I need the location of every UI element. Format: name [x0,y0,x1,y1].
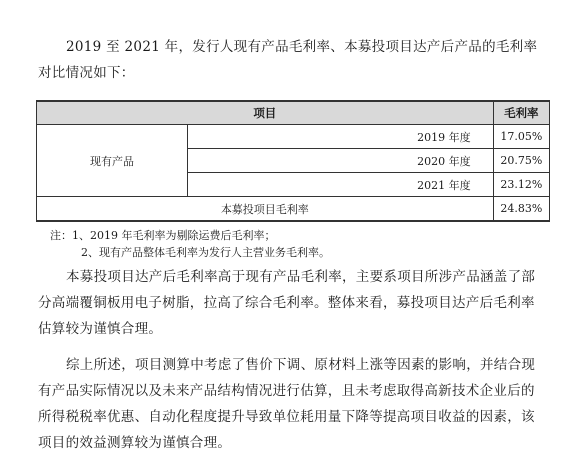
table-row [37,125,550,149]
header-item: 项目 [37,101,494,125]
group-label-cell: 现有产品 [37,125,188,197]
note-2: 2、现有产品整体毛利率为发行人主营业务毛利率。 [81,246,330,259]
intro-paragraph [38,34,548,86]
intro-line-1: 2019 至 2021 年，发行人现有产品毛利率、本募投项目达产后产品的毛利率 [66,39,538,55]
table-row [37,197,550,222]
year-cell: 2019 年度 [188,125,494,149]
year-cell: 2021 年度 [188,173,494,197]
gross-margin-table [36,100,550,222]
table-notes [50,227,330,261]
margin-cell: 23.12% [493,173,549,197]
conclusion-paragraph-1: 本募投项目达产后毛利率高于现有产品毛利率，主要系项目所涉产品涵盖了部分高端覆铜板用电子树脂，拉高了综合毛利率。整体来看，募投项目达产后毛利率估算较为谨慎合理。 [38,269,536,337]
margin-cell: 20.75% [493,149,549,173]
conclusion-paragraph-2: 综上所述，项目测算中考虑了售价下调、原材料上涨等因素的影响，并结合现有产品实际情况以及未来产品结构情况进行估算，且未考虑取得高新技术企业后的所得税税率优惠、自动化程度提升导致单位耗用量下降等提高项目收益的因素，该项目的效益测算较为谨慎合理。 [38,357,536,451]
project-label-cell: 本募投项目毛利率 [37,197,494,222]
table-header-row [37,101,550,125]
header-margin: 毛利率 [493,101,549,125]
note-1: 注：1、2019 年毛利率为剔除运费后毛利率； [50,229,276,242]
project-margin-cell: 24.83% [493,197,549,222]
intro-line-2: 对比情况如下： [38,65,135,81]
year-cell: 2020 年度 [188,149,494,173]
margin-cell: 17.05% [493,125,549,149]
